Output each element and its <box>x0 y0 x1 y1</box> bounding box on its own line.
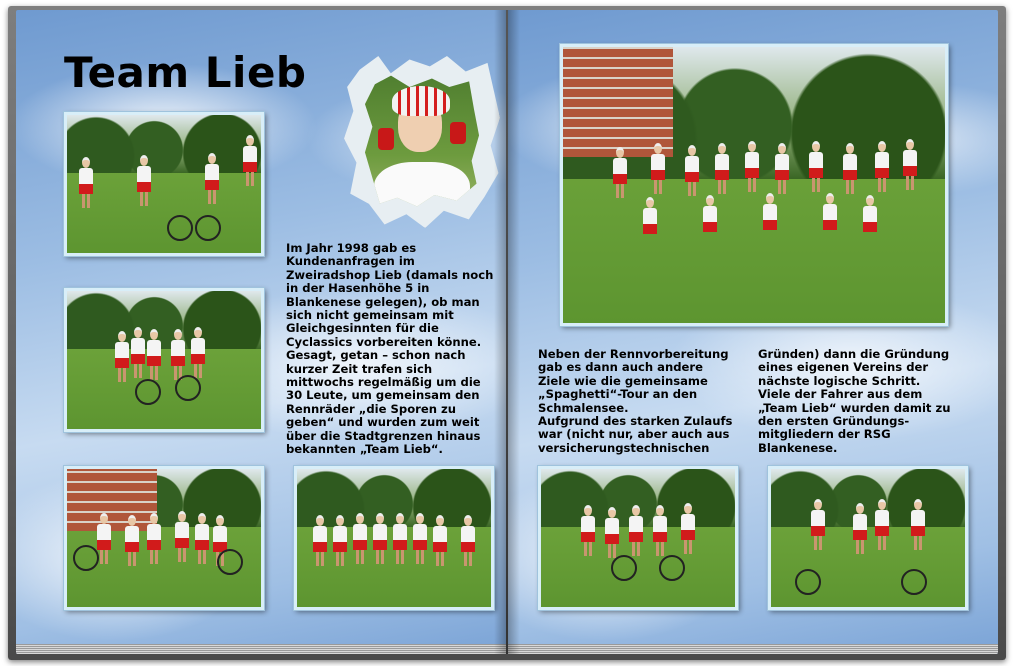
column-1-text: Neben der Rennvorbereitung gab es dann auch andere Ziele wie die gemeinsame „Spaghetti“-Tour an den Schmalensee. Aufgrund des starken Zulaufs war (nicht nur, aber auch aus versicherungstechnischen <box>538 347 733 455</box>
column-2-text: Gründen) dann die Gründung eines eigenen Vereins der nächste logische Schritt. Viele der Fahrer aus dem „Team Lieb“ wurden damit zu den ersten Gründungs- mitgliedern der RSG Blankenese. <box>758 347 951 455</box>
left-page <box>16 10 506 654</box>
team-photo-3 <box>64 466 264 610</box>
team-photo-1 <box>64 112 264 256</box>
group-photo <box>560 44 948 326</box>
team-photo-4 <box>294 466 494 610</box>
page-title: Team Lieb <box>64 48 307 97</box>
team-photo-6 <box>768 466 968 610</box>
intro-paragraph: Im Jahr 1998 gab es Kundenanfragen im Zweiradshop Lieb (damals noch in der Hasenhöhe 5 in Blankenese gelegen), ob man sich nicht gemeinsam mit Gleichgesinnten für die Cyclassics vorbereiten könne. Gesagt, getan – schon nach kurzer Zeit trafen sich mittwochs regelmäßig um die 30 Leute, um gemeinsam den Rennräder „die Sporen zu geben“ und wurden zum weit über die Stadtgrenzen hinaus bekannten „Team Lieb“. <box>286 241 494 457</box>
portrait-photo <box>360 70 484 212</box>
team-photo-5 <box>538 466 738 610</box>
team-photo-2 <box>64 288 264 432</box>
page-edge <box>16 644 506 654</box>
right-page <box>508 10 998 654</box>
photo-book <box>8 6 1006 660</box>
page-edge <box>508 644 998 654</box>
